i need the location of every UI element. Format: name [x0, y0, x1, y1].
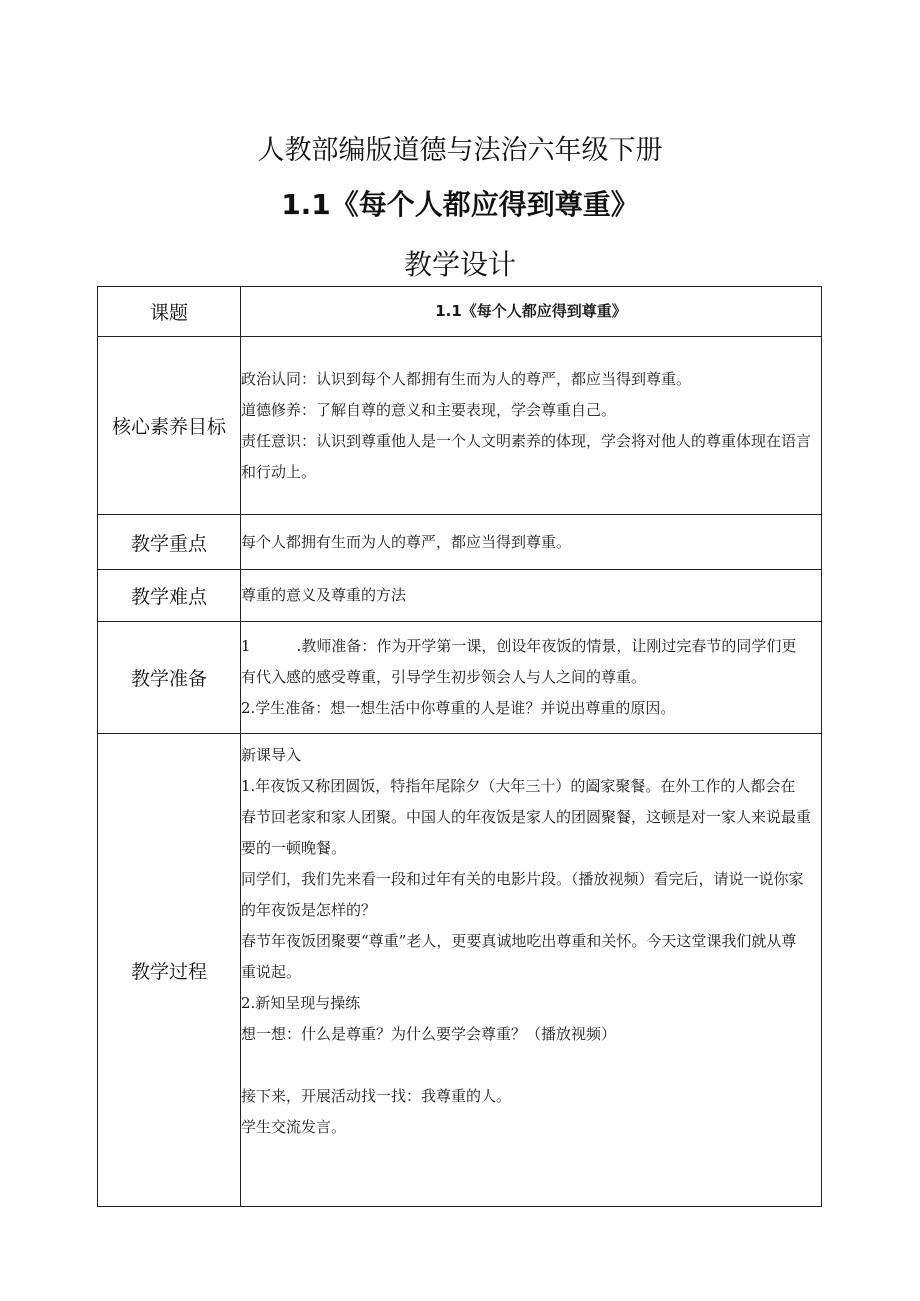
topic-value: 1.1《每个人都应得到尊重》 [241, 287, 822, 337]
process-line: 想一想：什么是尊重？为什么要学会尊重？（播放视频） [241, 1025, 617, 1043]
lesson-plan-table [97, 286, 822, 1207]
row-key-point [98, 515, 822, 570]
process-line: 1.年夜饭又称团圆饭，特指年尾除夕（大年三十）的阖家聚餐。在外工作的人都会在 [241, 777, 796, 795]
preparation-item-1 [241, 631, 821, 662]
row-topic [98, 287, 822, 337]
process-line: 接下来，开展活动找一找：我尊重的人。 [241, 1087, 512, 1105]
preparation-content [241, 622, 822, 734]
preparation-item-1-continued: 有代入感的感受尊重，引导学生初步领会人与人之间的尊重。 [241, 668, 647, 686]
blank-line [241, 1050, 821, 1081]
key-point-content: 每个人都拥有生而为人的尊严，都应当得到尊重。 [241, 515, 822, 570]
preparation-item-2: 2.学生准备：想一想生活中你尊重的人是谁？并说出尊重的原因。 [241, 699, 676, 717]
core-goal-line: 政治认同：认识到每个人都拥有生而为人的尊严，都应当得到尊重。 [241, 369, 692, 388]
process-label: 教学过程 [98, 734, 241, 1207]
process-line: 同学们，我们先来看一段和过年有关的电影片段。（播放视频）看完后，请说一说你家 [241, 870, 804, 888]
document-title: 人教部编版道德与法治六年级下册 [257, 135, 663, 166]
process-line: 春节回老家和家人团聚。中国人的年夜饭是家人的团圆聚餐，这顿是对一家人来说最重 [241, 808, 812, 826]
process-content [241, 734, 822, 1207]
process-line: 要的一顿晚餐。 [241, 839, 347, 857]
process-line: 春节年夜饭团聚要“尊重”老人，更要真诚地吃出尊重和关怀。今天这堂课我们就从尊 [241, 932, 797, 950]
core-goals-label: 核心素养目标 [98, 337, 241, 515]
difficulty-label: 教学难点 [98, 570, 241, 622]
process-line: 的年夜饭是怎样的？ [241, 901, 377, 919]
process-line: 重说起。 [241, 963, 302, 981]
preparation-label: 教学准备 [98, 622, 241, 734]
core-goal-line: 责任意识：认识到尊重他人是一个人文明素养的体现，学会将对他人的尊重体现在语言 [241, 431, 812, 450]
design-title: 教学设计 [403, 248, 516, 281]
lesson-title: 1.1《每个人都应得到尊重》 [281, 188, 639, 221]
topic-label: 课题 [98, 287, 241, 337]
core-goal-line: 道德修养：了解自尊的意义和主要表现，学会尊重自己。 [241, 400, 617, 419]
difficulty-content: 尊重的意义及尊重的方法 [241, 570, 822, 622]
row-difficulty [98, 570, 822, 622]
row-core-goals [98, 337, 822, 515]
core-goal-line: 和行动上。 [241, 462, 317, 481]
row-process [98, 734, 822, 1207]
preparation-item-1-number: 1 [241, 637, 251, 655]
row-preparation [98, 622, 822, 734]
process-line: 学生交流发言。 [241, 1118, 347, 1136]
core-goals-content [241, 337, 822, 515]
preparation-item-1-text: .教师准备：作为开学第一课，创设年夜饭的情景，让刚过完春节的同学们更 [296, 637, 797, 655]
process-line: 新课导入 [241, 746, 302, 764]
key-point-label: 教学重点 [98, 515, 241, 570]
process-line: 2.新知呈现与操练 [241, 994, 361, 1012]
